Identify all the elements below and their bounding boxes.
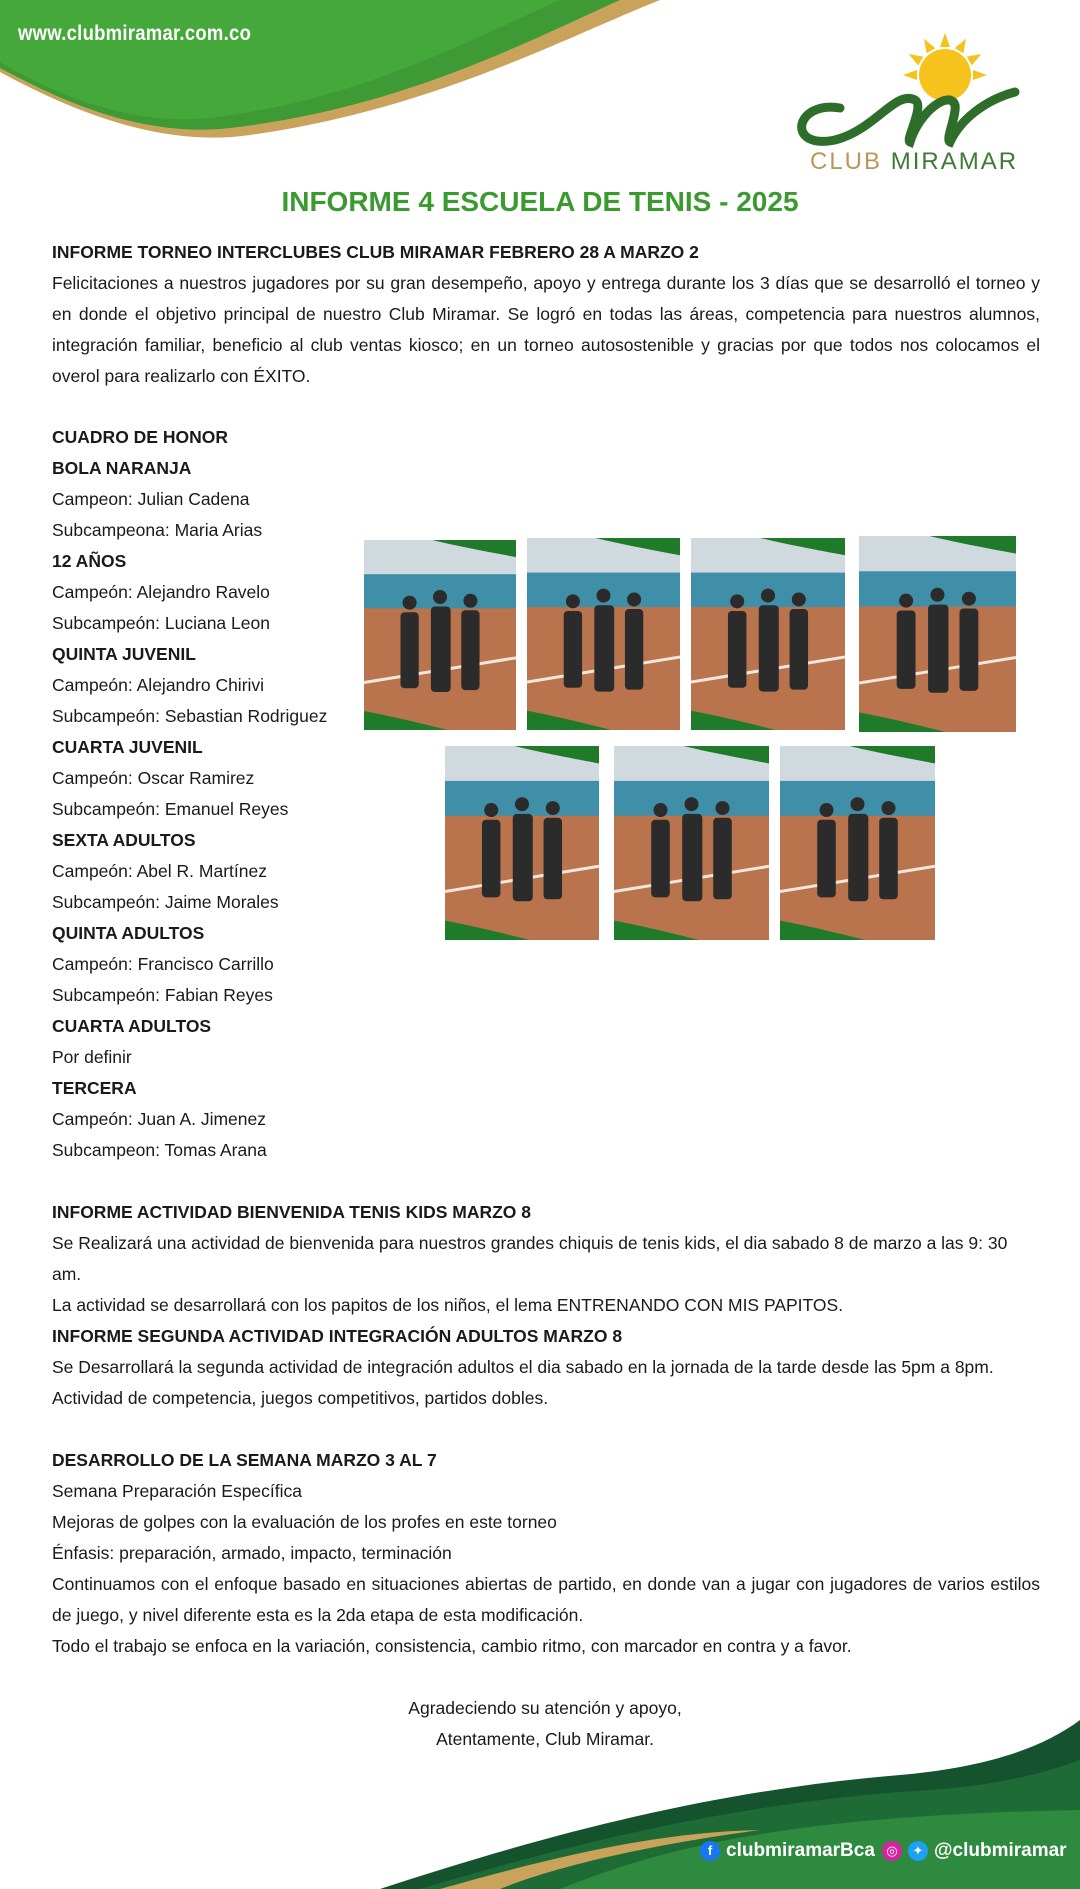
semana-section	[52, 1445, 1040, 1662]
honor-winner: Subcampeón: Jaime Morales	[52, 892, 279, 912]
semana-line: Mejoras de golpes con la evaluación de los profes en este torneo	[52, 1512, 557, 1532]
honor-winner: Campeón: Abel R. Martínez	[52, 861, 267, 881]
honor-category: QUINTA JUVENIL	[52, 644, 196, 664]
logo-miramar-text: MIRAMAR	[890, 148, 1019, 175]
tournament-photo	[691, 538, 845, 730]
integracion-line: Actividad de competencia, juegos competitivos, partidos dobles.	[52, 1388, 549, 1408]
integracion-section	[52, 1321, 1040, 1414]
honor-winner: Campeón: Oscar Ramirez	[52, 768, 255, 788]
honor-winner: Subcampeón: Emanuel Reyes	[52, 799, 289, 819]
bienvenida-section	[52, 1197, 1040, 1321]
tournament-photo	[859, 536, 1016, 732]
tournament-photo	[614, 746, 769, 940]
honor-winner: Campeón: Alejandro Ravelo	[52, 582, 270, 602]
honor-category: TERCERA	[52, 1078, 137, 1098]
honor-category: CUARTA ADULTOS	[52, 1016, 212, 1036]
honor-winner: Subcampeón: Luciana Leon	[52, 613, 270, 633]
honor-category: BOLA NARANJA	[52, 458, 192, 478]
facebook-link[interactable]	[700, 1840, 875, 1862]
semana-line: Todo el trabajo se enfoca en la variación, consistencia, cambio ritmo, con marcador en contra y a favor.	[52, 1636, 852, 1656]
torneo-heading: INFORME TORNEO INTERCLUBES CLUB MIRAMAR FEBRERO 28 A MARZO 2	[52, 242, 699, 262]
logo-wordmark	[810, 148, 1018, 176]
bienvenida-heading: INFORME ACTIVIDAD BIENVENIDA TENIS KIDS MARZO 8	[52, 1202, 532, 1222]
torneo-body: Felicitaciones a nuestros jugadores por su gran desempeño, apoyo y entrega durante los 3 días que se desarrolló el torneo y en donde el objetivo principal de nuestro Club Miramar. Se logró en todas las áreas, competencia para nuestros alumnos, integración familiar, beneficio al club ventas kiosco; en un torneo autosostenible y gracias por que todos nos colocamos el overol para realizarlo con ÉXITO.	[52, 273, 1040, 386]
bienvenida-line: La actividad se desarrollará con los papitos de los niños, el lema ENTRENANDO CON MIS PAPITOS.	[52, 1295, 844, 1315]
torneo-section	[52, 237, 1040, 392]
honor-category: 12 AÑOS	[52, 551, 127, 571]
honor-winner: Subcampeón: Fabian Reyes	[52, 985, 273, 1005]
bienvenida-line: Se Realizará una actividad de bienvenida para nuestros grandes chiquis de tenis kids, el dia sabado 8 de marzo a las 9: 30 am.	[52, 1233, 1008, 1284]
site-url[interactable]: www.clubmiramar.com.co	[18, 22, 252, 45]
instagram-icon: ◎	[882, 1841, 902, 1861]
honor-winner: Por definir	[52, 1047, 132, 1067]
honor-winner: Campeón: Juan A. Jimenez	[52, 1109, 267, 1129]
integracion-line: Se Desarrollará la segunda actividad de integración adultos el dia sabado en la jornada de la tarde desde las 5pm a 8pm.	[52, 1357, 994, 1377]
honor-category: CUARTA JUVENIL	[52, 737, 203, 757]
honor-roll	[52, 422, 372, 1166]
honor-heading: CUADRO DE HONOR	[52, 427, 228, 447]
semana-line: Énfasis: preparación, armado, impacto, terminación	[52, 1543, 452, 1563]
closing-line-1: Agradeciendo su atención y apoyo,	[408, 1698, 682, 1718]
integracion-heading: INFORME SEGUNDA ACTIVIDAD INTEGRACIÓN ADULTOS MARZO 8	[52, 1326, 623, 1346]
facebook-icon: f	[700, 1841, 720, 1861]
twitter-icon: ✦	[908, 1841, 928, 1861]
honor-winner: Subcampeón: Sebastian Rodriguez	[52, 706, 328, 726]
honor-category: QUINTA ADULTOS	[52, 923, 205, 943]
semana-line: Continuamos con el enfoque basado en situaciones abiertas de partido, en donde van a jugar con jugadores de varios estilos de juego, y nivel diferente esta es la 2da etapa de esta modificación.	[52, 1574, 1040, 1625]
page-title: INFORME 4 ESCUELA DE TENIS - 2025	[281, 186, 799, 217]
tournament-photo	[364, 540, 516, 730]
footer-wave	[0, 1720, 1080, 1889]
honor-category: SEXTA ADULTOS	[52, 830, 196, 850]
tournament-photo	[527, 538, 680, 730]
semana-line: Semana Preparación Específica	[52, 1481, 302, 1501]
honor-winner: Campeon: Julian Cadena	[52, 489, 250, 509]
facebook-handle: clubmiramarBca	[726, 1840, 875, 1861]
tournament-photo	[445, 746, 599, 940]
social-handle: @clubmiramar	[934, 1840, 1067, 1861]
honor-winner: Campeón: Francisco Carrillo	[52, 954, 274, 974]
semana-heading: DESARROLLO DE LA SEMANA MARZO 3 AL 7	[52, 1450, 437, 1470]
closing-line-2: Atentamente, Club Miramar.	[436, 1729, 654, 1749]
honor-winner: Subcampeona: Maria Arias	[52, 520, 263, 540]
honor-winner: Campeón: Alejandro Chirivi	[52, 675, 265, 695]
logo-club-text: CLUB	[810, 148, 883, 175]
instagram-twitter-link[interactable]	[882, 1840, 1067, 1862]
honor-winner: Subcampeon: Tomas Arana	[52, 1140, 267, 1160]
tournament-photo	[780, 746, 935, 940]
